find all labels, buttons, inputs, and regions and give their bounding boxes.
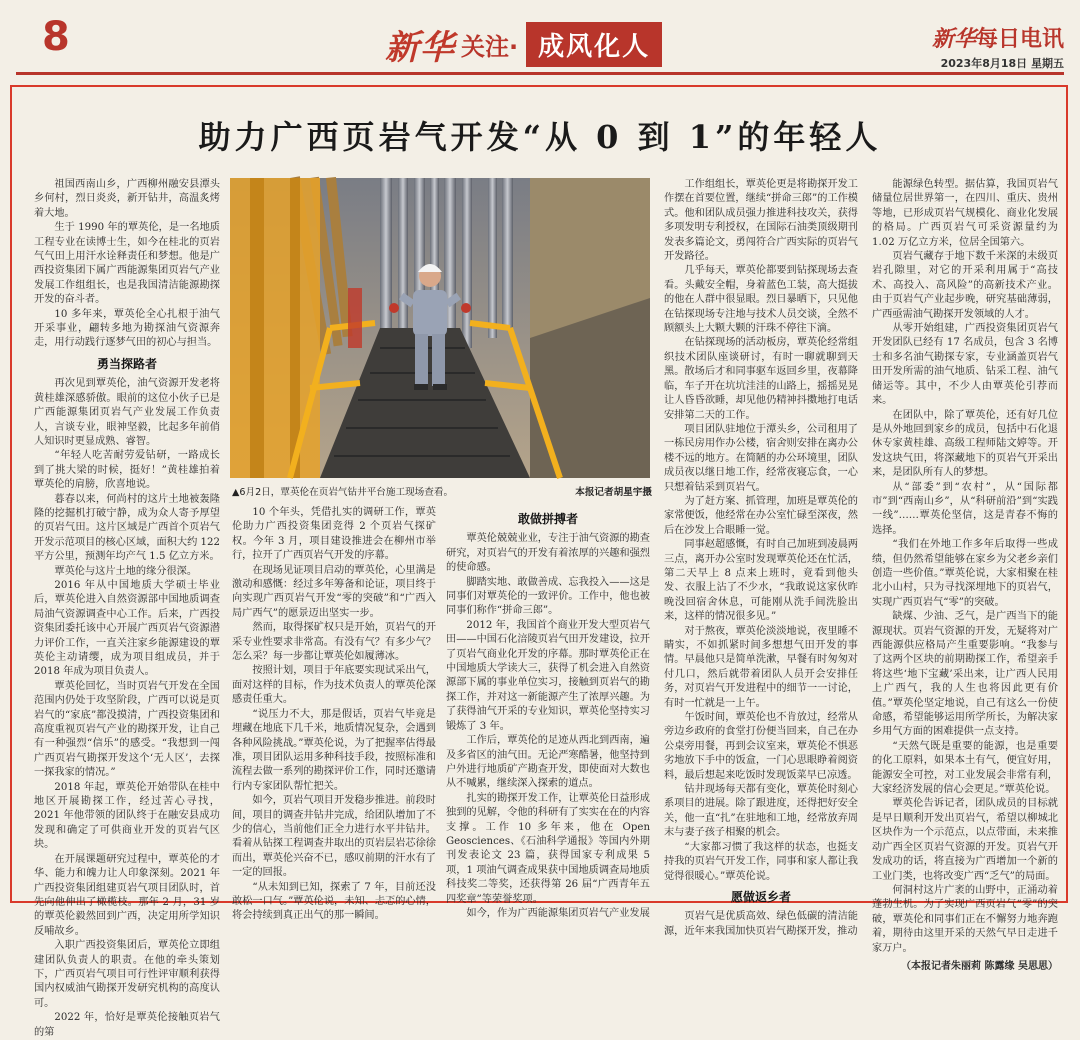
article-paragraph: 几乎每天，覃英伦都要到钻探现场去查看。头戴安全帽，身着蓝色工装，高大挺拔的他在人群中很显眼。烈日暴晒下，只见他在钻探现场专注地与技术人员交谈，全然不顾额头上大颗大颗的汗珠不停往下滴。 xyxy=(664,265,858,335)
reporter-byline: （本报记者朱丽莉 陈露缘 吴思思） xyxy=(901,960,1058,972)
paper-brand: 新华 xyxy=(931,26,976,52)
article-paragraph: 工作组组长，覃英伦更是将勘探开发工作摆在首要位置，继续“拼命三郎”的工作模式。他和团队成员强力推进科技攻关，获得多项发明专利授权，在国际石油类顶级期刊发表多篇论文，勇闯符合广西实际的页岩气开发路径。 xyxy=(664,179,858,263)
article-paragraph: 如今，作为广西能源集团页岩气产业发展 xyxy=(466,907,650,919)
article-column-3 xyxy=(446,506,650,919)
article-paragraph: 从零开始组建，广西投资集团页岩气开发团队已经有 17 名成员，包含 3 名博士和多名油气勘探专家，专业涵盖页岩气田开发所需的油气地质、钻采工程、油气储运等。其中，不少人由覃英伦引荐而来。 xyxy=(872,323,1058,407)
section-masthead xyxy=(385,22,662,66)
article-paragraph: “从未知到已知，探索了 7 年，目前还没敢松一口气。”覃英伦说，未知、忐忑的心情，将会持续到真正出气的那一瞬间。 xyxy=(232,881,436,922)
article-paragraph: 能源绿色转型。据估算，我国页岩气储量位居世界第一，在四川、重庆、贵州等地，已形成页岩气规模化、商业化发展的格局。广西页岩气可采资源量约为 1.02 万亿立方米，位居全国第六。 xyxy=(872,179,1058,248)
section-subheading: 勇当探路者 xyxy=(96,356,157,371)
article-paragraph: 生于 1990 年的覃英伦，是一名地质工程专业在读博士生，如今在桂北的页岩气气田上用汗水诠释责任和梦想。他是广西投资集团下属广西能源集团页岩气产业发展工作组组长，也是我国清洁能源勘探开发的奋斗者。 xyxy=(34,222,220,306)
article-paragraph: “年轻人吃苦耐劳爱钻研，一路成长到了挑大梁的时候，挺好！”黄桂雄拍着覃英伦的肩膀，欣喜地说。 xyxy=(34,450,220,491)
article-paragraph: 在团队中，除了覃英伦，还有好几位是从外地回到家乡的成员，包括中石化退休专家黄桂雄、高级工程师陆文婷等。开发这块气田，将深藏地下的页岩气开采出来，是团队所有人的梦想。 xyxy=(872,409,1058,479)
article-paragraph: 覃英伦兢兢业业，专注于油气资源的勘查研究，对页岩气的开发有着浓厚的兴趣和强烈的使命感。 xyxy=(446,533,650,574)
page-header xyxy=(0,0,1080,80)
section-subheading: 愿做返乡者 xyxy=(730,889,791,904)
article-paragraph: 2018 年起，覃英伦开始带队在桂中地区开展勘探工作，经过苦心寻找，2021 年他带领的团队终于在融安县成功发现和确定了可供商业开发的页岩气区块。 xyxy=(34,781,220,851)
column-box: 成风化人 xyxy=(526,22,662,67)
article-paragraph: 何洞村这片广袤的山野中，正涌动着蓬勃生机。为了实现广西页岩气“零”的突破，覃英伦和同事们正在不懈努力地奔跑着，期待由这里开采的天然气早日走进千家万户。 xyxy=(872,884,1058,954)
article-paragraph: 缺煤、少油、乏气，是广西当下的能源现状。页岩气资源的开发，无疑将对广西能源供应格局产生重要影响。“我参与了这两个区块的前期勘探工作，希望亲手将这些‘地下宝藏’采出来，让广西人民用上广西气，我的人生也将因此更有价值。”覃英伦坚定地说，自己有这么一份使命感，希望能够运用所学所长，为解决家乡用气方面的困难提供一点支持。 xyxy=(872,611,1058,738)
article-paragraph: “大家都习惯了我这样的状态，也挺支持我的页岩气开发工作，同事和家人都让我觉得很暖心。”覃英伦说。 xyxy=(664,841,858,882)
article-paragraph: 入职广西投资集团后，覃英伦立即组建团队负责人的职责。在他的牵头策划下，广西页岩气项目可行性评审顺利获得国内权威油气勘探开发研究机构的高度认可。 xyxy=(34,940,220,1009)
paper-name: 每日电讯 xyxy=(975,26,1064,52)
article-paragraph: 页岩气是优质高效、绿色低碳的清洁能源，近年来我国加快页岩气勘探开发，推动 xyxy=(664,911,858,937)
article-paragraph: 午饭时间，覃英伦也不肯放过，经常从旁边乡政府的食堂打份便当回来，自己在办公桌旁用餐，再到会议室来，覃英伦不惧恶劣地放下手中的饭盒，一门心思眼睁着阅资料，最后想起来吃饭时发现饭菜早已凉透。 xyxy=(664,712,858,781)
article-headline: 助力广西页岩气开发“从 0 到 1”的年轻人 xyxy=(198,118,882,156)
article-paragraph: 2012 年，我国首个商业开发大型页岩气田——中国石化涪陵页岩气田开发建设，拉开了页岩气商业化开发的序幕。那时覃英伦正在中国地质大学读大三，获得了机会进入自然资源部下属的事业单位实习，接触到页岩气的勘探工作，并对这一新能源产生了浓厚兴趣。为了获得油气开采的专业知识，覃英伦坚持实习锻炼了 3 年。 xyxy=(446,619,650,732)
article-paragraph: 再次见到覃英伦，油气资源开发老将黄桂雄深感骄傲。眼前的这位小伙子已是广西能源集团页岩气产业发展工作负责人，言谈专业，眼神坚毅，比起多年前俏人知识时更显成熟、睿智。 xyxy=(34,378,220,447)
photo-caption xyxy=(232,484,652,498)
article-paragraph: “说压力不大，那是假话，页岩气毕竟是埋藏在地底下几千米，地质情况复杂，会遇到各种风险挑战。”覃英伦说，为了把握率估得最准，项目团队运用多种科技手段，按照标准和流程去做一系列的勘探评价工作，同时还邀请行内专家团队帮忙把关。 xyxy=(232,708,436,792)
article-paragraph: 按照计划，项目于年底要实现试采出气，面对这样的目标，作为技术负责人的覃英伦深感责任重大。 xyxy=(232,665,436,706)
article-paragraph: 在现场见证项目启动的覃英伦，心里满是激动和感慨：经过多年筹备和论证，项目终于向实现广西页岩气开发“零的突破”和“广西入局广西气”的愿景迈出坚实一步。 xyxy=(232,564,436,619)
article-paragraph: 在开展课题研究过程中，覃英伦的才华、能力和魄力让人印象深刻。2021 年广西投资集团组建页岩气项目团队时，首先向他伸出了橄榄枝。那年 2 月，31 岁的覃英伦毅然回到广西，决定用所学知识反哺故乡。 xyxy=(34,853,220,937)
article-paragraph: “我们在外地工作多年后取得一些成绩，但仍然希望能够在家乡为父老乡亲们创造一些价值。”覃英伦说，大家相聚在桂北小山村，只为寻找深埋地下的页岩气，实现广西页岩气“零”的突破。 xyxy=(872,539,1058,608)
article-column-1 xyxy=(34,178,220,1038)
header-rule xyxy=(16,72,1064,75)
article-paragraph: 祖国西南山乡，广西柳州融安县潭头乡何村，烈日炎炎，新开钻井，高温炙烤着大地。 xyxy=(34,179,220,219)
article-paragraph: 覃英伦告诉记者，团队成员的目标就是早日顺利开发出页岩气，希望以柳城北区块作为一个示范点，以点带面，未来推动广西全区页岩气资源的开发。页岩气开发成功的话，将直接为广西增加一个新的工业门类，也将改变广西“乏气”的局面。 xyxy=(872,798,1058,882)
article-paragraph: 10 多年来，覃英伦全心扎根于油气开采事业，翩转多地为勘探油气资源奔走，用行动践行逐梦气田的初心与担当。 xyxy=(34,308,220,349)
article-paragraph: 对于熬夜，覃英伦淡淡地说，夜里睡不睛实，不如抓紧时间多想想气田开发的事情。早晨他只是简单洗漱，早餐有时匆匆对付几口，然后就带着团队人员开会安排任务，对页岩气开发进程中的细节一一讨论，有时一忙就是一上午。 xyxy=(664,625,858,709)
article-paragraph: 覃英伦回忆，当时页岩气开发在全国范围内仍处于攻坚阶段，广西可以说是页岩气的“家底”都没摸清，广西投资集团和高度重视页岩气产业的勘探开发，让自己有一种强烈“信乐”的感受。“我想到一闯广西页岩气勘探开发这个‘无人区’，去探一探我家的情况。” xyxy=(34,680,220,779)
article-paragraph: 从“部委”到“农村”，从“国际都市”到“西南山乡”，从“科研前沿”到“实践一线”……覃英伦坚信，这是青春不悔的选择。 xyxy=(872,481,1058,536)
article-paragraph: “天然气既是重要的能源，也是重要的化工原料，如果本土有气，便宜好用，能源安全可控，对工业发展会非常有利，大家经济发展的信心会更足。”覃英伦说。 xyxy=(872,740,1058,796)
article-paragraph: 项目团队驻地位于潭头乡，公司租用了一栋民房用作办公楼，宿舍则安排在离办公楼不远的地方。在简陋的办公环境里，团队成员夜以继日地工作，经常夜寝忘食，一心只想着钻采到页岩气。 xyxy=(664,423,858,493)
article-column-2 xyxy=(232,506,436,922)
article-paragraph: 钻井现场每天都有变化，覃英伦时刻心系项目的进展。除了跟进度，还得把好安全关，他一直“扎”在驻地和工地，经常放弃周末与妻子孩子相聚的机会。 xyxy=(664,784,858,839)
photo-credit: 本报记者胡星宇摄 xyxy=(575,487,652,498)
section-brand: 新华 xyxy=(385,27,455,68)
page-number: 8 xyxy=(42,14,70,60)
article-paragraph: 覃英伦与这片土地的缘分很深。 xyxy=(54,565,198,577)
section-label: 关注· xyxy=(461,32,519,61)
section-subheading: 敢做拼搏者 xyxy=(517,512,578,526)
article-column-4 xyxy=(664,178,858,937)
article-paragraph: 然而，取得探矿权只是开始，页岩气的开采专业性要求非常高。有没有气？有多少气？怎么采？每一步都让覃英伦如履薄冰。 xyxy=(232,622,436,663)
paper-masthead xyxy=(932,22,1064,71)
article-paragraph: 扎实的勘探开发工作，让覃英伦日益形成独到的见解，令他的科研有了实实在在的内容支撑。工作 10 多年来，他在 Open Geosciences、《石油科学通报》等国内外期刊发表论文 23 篇，获得国家专利成果 5 项，1 项油气调查成果获中国地质调查局地质科技奖二等奖，还获得第 26 届“广西青年五四奖章”等荣誉奖项。 xyxy=(446,792,650,905)
article-paragraph: 同事赵超感慨，有时自己加班到凌晨两三点，离开办公室时发现覃英伦还在忙活，第二天早上 8 点来上班时，竟看到他头发、衣服上沾了不少水，“我敢说这家伙昨晚没回宿舍休息，可能刚从洗手间洗脸出来，这样的情况很多见。” xyxy=(664,539,858,623)
article-paragraph: 在钻探现场的活动板房，覃英伦经常组织技术团队座谈研讨，有时一聊就聊到天黑。散场后才和同事驱车返回乡里，夜幕降临，车子开在坑坑洼洼的山路上，摇摇晃晃让人昏昏欲睡，却见他仍精神抖擞地打电话安排第二天的工作。 xyxy=(664,337,858,421)
article-paragraph: 为了赶方案、抓管理，加班是覃英伦的家常便饭，他经常在办公室忙碌至深夜，然后在沙发上合眼睡一觉。 xyxy=(664,495,858,536)
article-paragraph: 暮春以来，何尚村的这片土地被轰隆隆的挖掘机打破宁静，成为众人寄予厚望的页岩气田。这片区域是广西首个页岩气开发示范项目的核心区域，面积大约 122 平方公里，预测年均产气 1.5 亿立方米。 xyxy=(34,493,220,563)
issue-date: 2023年8月18日 星期五 xyxy=(940,57,1064,70)
photo-caption-text: ▲6月2日，覃英伦在页岩气钻井平台施工现场查看。 xyxy=(232,487,454,498)
article-paragraph: 10 个年头，凭借扎实的调研工作，覃英伦助力广西投资集团竞得 2 个页岩气探矿权。今年 3 月，项目建设推进会在柳州市举行，拉开了广西页岩气开发的序幕。 xyxy=(232,507,436,562)
article-photo xyxy=(230,178,650,478)
drilling-platform-photo xyxy=(230,178,650,478)
article-paragraph: 页岩气藏存于地下数千米深的未级页岩孔隙里，对它的开采利用属于“高技术、高投入、高风险”的高新技术产业。由于页岩气产业起步晚，研究基础薄弱，广西亟需油气勘探开发领域的人才。 xyxy=(872,251,1058,320)
article-paragraph: 工作后，覃英伦的足迹从西北到西南，遍及多省区的油气田。无论严寒酷暑，他坚持到户外进行地质矿产勘查开发，即使面对大数也从不喊累，继续深入探索的道点。 xyxy=(446,735,650,790)
article-paragraph: 2022 年，恰好是覃英伦接触页岩气的第 xyxy=(34,1012,220,1038)
article-paragraph: 脚踏实地、敢做善成、忘我投入——这是同事们对覃英伦的一致评价。工作中，他也被同事们称作“拼命三郎”。 xyxy=(446,576,650,617)
article-paragraph: 如今，页岩气项目开发稳步推进。前段时间，项目的调查井钻井完成，给团队增加了不少的信心，当前他们正全力进行水平井钻井。看着从钻探工程调查井取出的页岩层岩芯徐徐而出，覃英伦兴奋不已，感叹前期的汗水有了一定的回报。 xyxy=(232,795,436,879)
article-paragraph: 2016 年从中国地质大学硕士毕业后，覃英伦进入自然资源部中国地质调查局油气资源调查中心工作。后来，广西投资集团委托该中心开展广西页岩气资源潜力评价工作，一直关注家乡能源建设的覃英伦主动请缨，成为项目组成员，并于 2018 年成为项目负责人。 xyxy=(34,579,220,678)
article-column-5 xyxy=(872,178,1058,972)
